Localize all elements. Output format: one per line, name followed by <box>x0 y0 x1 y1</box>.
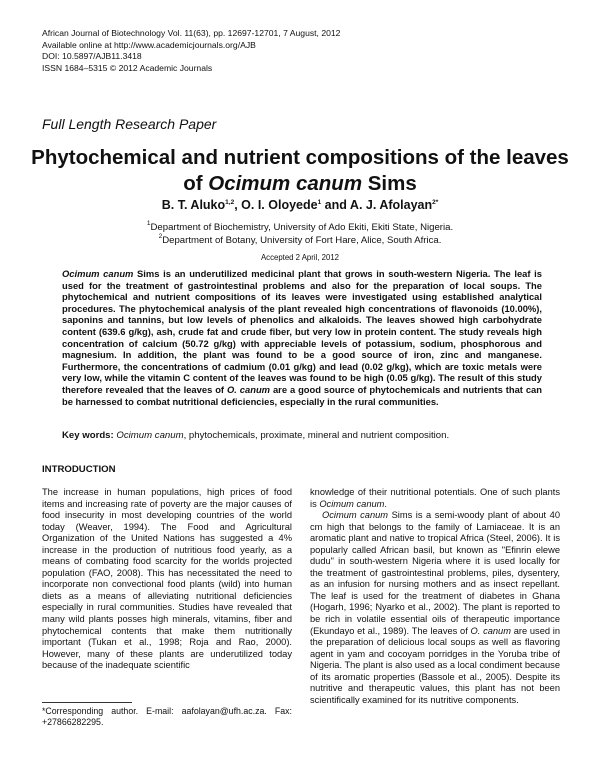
keywords: Key words: Ocimum canum, phytochemicals, proximate, mineral and nutrient composition. <box>62 430 450 441</box>
abstract: Ocimum canum Sims is an underutilized medicinal plant that grows in south-western Nigeria. The leaf is used for the treatment of gastrointestinal problems and also for the preparation of local soups. The phytochemical and nutrient compositions of its leaves were investigated using established analytical procedures. The phytochemical analysis of the plant revealed high concentrations of flavonoids (10.00%), saponins and tannins, but low levels of phenolics and alkaloids. The leaves showed high carbohydrate content (639.6 g/kg), ash, crude fat and crude fiber, but very low in protein content. The study reveals high concentration of calcium (50.72 g/kg) with appreciable levels of potassium, sodium, phosphorous and magnesium. In addition, the plant was found to be a good source of iron, zinc and manganese. Furthermore, the concentrations of cadmium (0.01 g/kg) and lead (0.02 g/kg), which are toxic metals were very low, while the vitamin C content of the leaves was found to be high (0.05 g/kg). The result of this study therefore revealed that the leaves of O. canum are a good source of phytochemicals and nutrients that can be harnessed to combat nutritional deficiencies, especially in the rural communities. <box>62 268 542 407</box>
accepted-date: Accepted 2 April, 2012 <box>260 253 340 262</box>
footnote-divider <box>42 702 132 703</box>
journal-url: Available online at http://www.academicjournals.org/AJB <box>42 39 256 50</box>
affiliation-1: $^1$Department of Biochemistry, University of Ado Ekiti, Ekiti State, Nigeria. <box>146 220 454 233</box>
affiliations <box>20 222 580 247</box>
title-line-2: of Ocimum canum Sims <box>183 172 417 195</box>
author: A. J. Afolayan <box>349 198 433 212</box>
paragraph: knowledge of their nutritional potentials. One of such plants is Ocimum canum. <box>310 487 560 509</box>
title-line-1: Phytochemical and nutrient compositions of the leaves <box>31 146 569 169</box>
body-column-left <box>42 487 292 672</box>
paragraph: Ocimum canum Sims is a semi-woody plant of about 40 cm high that belongs to the family of Lamiaceae. It is an aromatic plant and native to tropical Africa (Steel, 2006). It is popularly called African basil, but known as "Efinrin elewe dudu" in south-western Nigeria where it is used locally for the treatment of gastrointestinal problems, piles, dysentery, as an infusion for nursing mothers and as insect repellant. The leaf is used for the treatment of diabetes in Ghana (Hogarh, 1996; Nyarko et al., 2002). The plant is reported to be rich in volatile essential oils of therapeutic importance (Ekundayo et al., 1989). The leaves of O. canum are used in the preparation of delicious local soups as well as flavoring agent in yam and cocoyam porridges in the Yoruba tribe of Nigeria. The plant is also used as a local condiment because of its aromatic properties (Bassole et al., 2005). Despite its nutritive and therapeutic values, this plant has not been scientifically examined for its nutritive components. <box>310 510 560 705</box>
paper-type: Full Length Research Paper <box>42 116 217 132</box>
affiliation-2: $^2$Department of Botany, University of Fort Hare, Alice, South Africa. <box>158 232 442 246</box>
corresponding-author-footnote: *Corresponding author. E-mail: aafolayan@ufh.ac.za. Fax: +27866282295. <box>42 706 292 727</box>
journal-issn: ISSN 1684–5315 © 2012 Academic Journals <box>42 62 213 73</box>
title-species: Ocimum canum <box>208 172 363 195</box>
keywords-label: Key words: <box>62 430 114 441</box>
author: O. I. Oloyede <box>241 198 318 212</box>
section-heading-introduction: INTRODUCTION <box>42 464 116 475</box>
journal-citation: African Journal of Biotechnology Vol. 11(63), pp. 12697-12701, 7 August, 2012 <box>42 28 341 38</box>
author: B. T. Aluko <box>161 198 226 212</box>
paper-title <box>20 145 580 197</box>
journal-doi: DOI: 10.5897/AJB11.3418 <box>42 51 142 61</box>
body-column-right <box>310 487 560 706</box>
author-list: B. T. Aluko$^{1,2}$, O. I. Oloyede$^1$ and A. J. Afolayan$^{2*}$ <box>161 198 439 212</box>
paragraph: The increase in human populations, high prices of food items and increasing rate of poverty are the major causes of food insecurity in most developing countries of the world today (Weaver, 1994). The Food and Agricultural Organization of the United Nations has suggested a 4% increase in the production of nutritious food yearly, as a means of combating food scarcity for the worlds projected population (FAO, 2008). This has necessitated the need to incorporate non convectional food plants (wild) into human diets as a means of alleviating nutritional deficiencies especially in rural communities. Studies have revealed that many wild plants posses high minerals, vitamins, fiber and phytochemical contents that make them nutritionally important (Tukan et al., 1998; Roja and Rao, 2000). However, many of these plants are underutilized today because of the inadequate scientific <box>42 487 292 671</box>
